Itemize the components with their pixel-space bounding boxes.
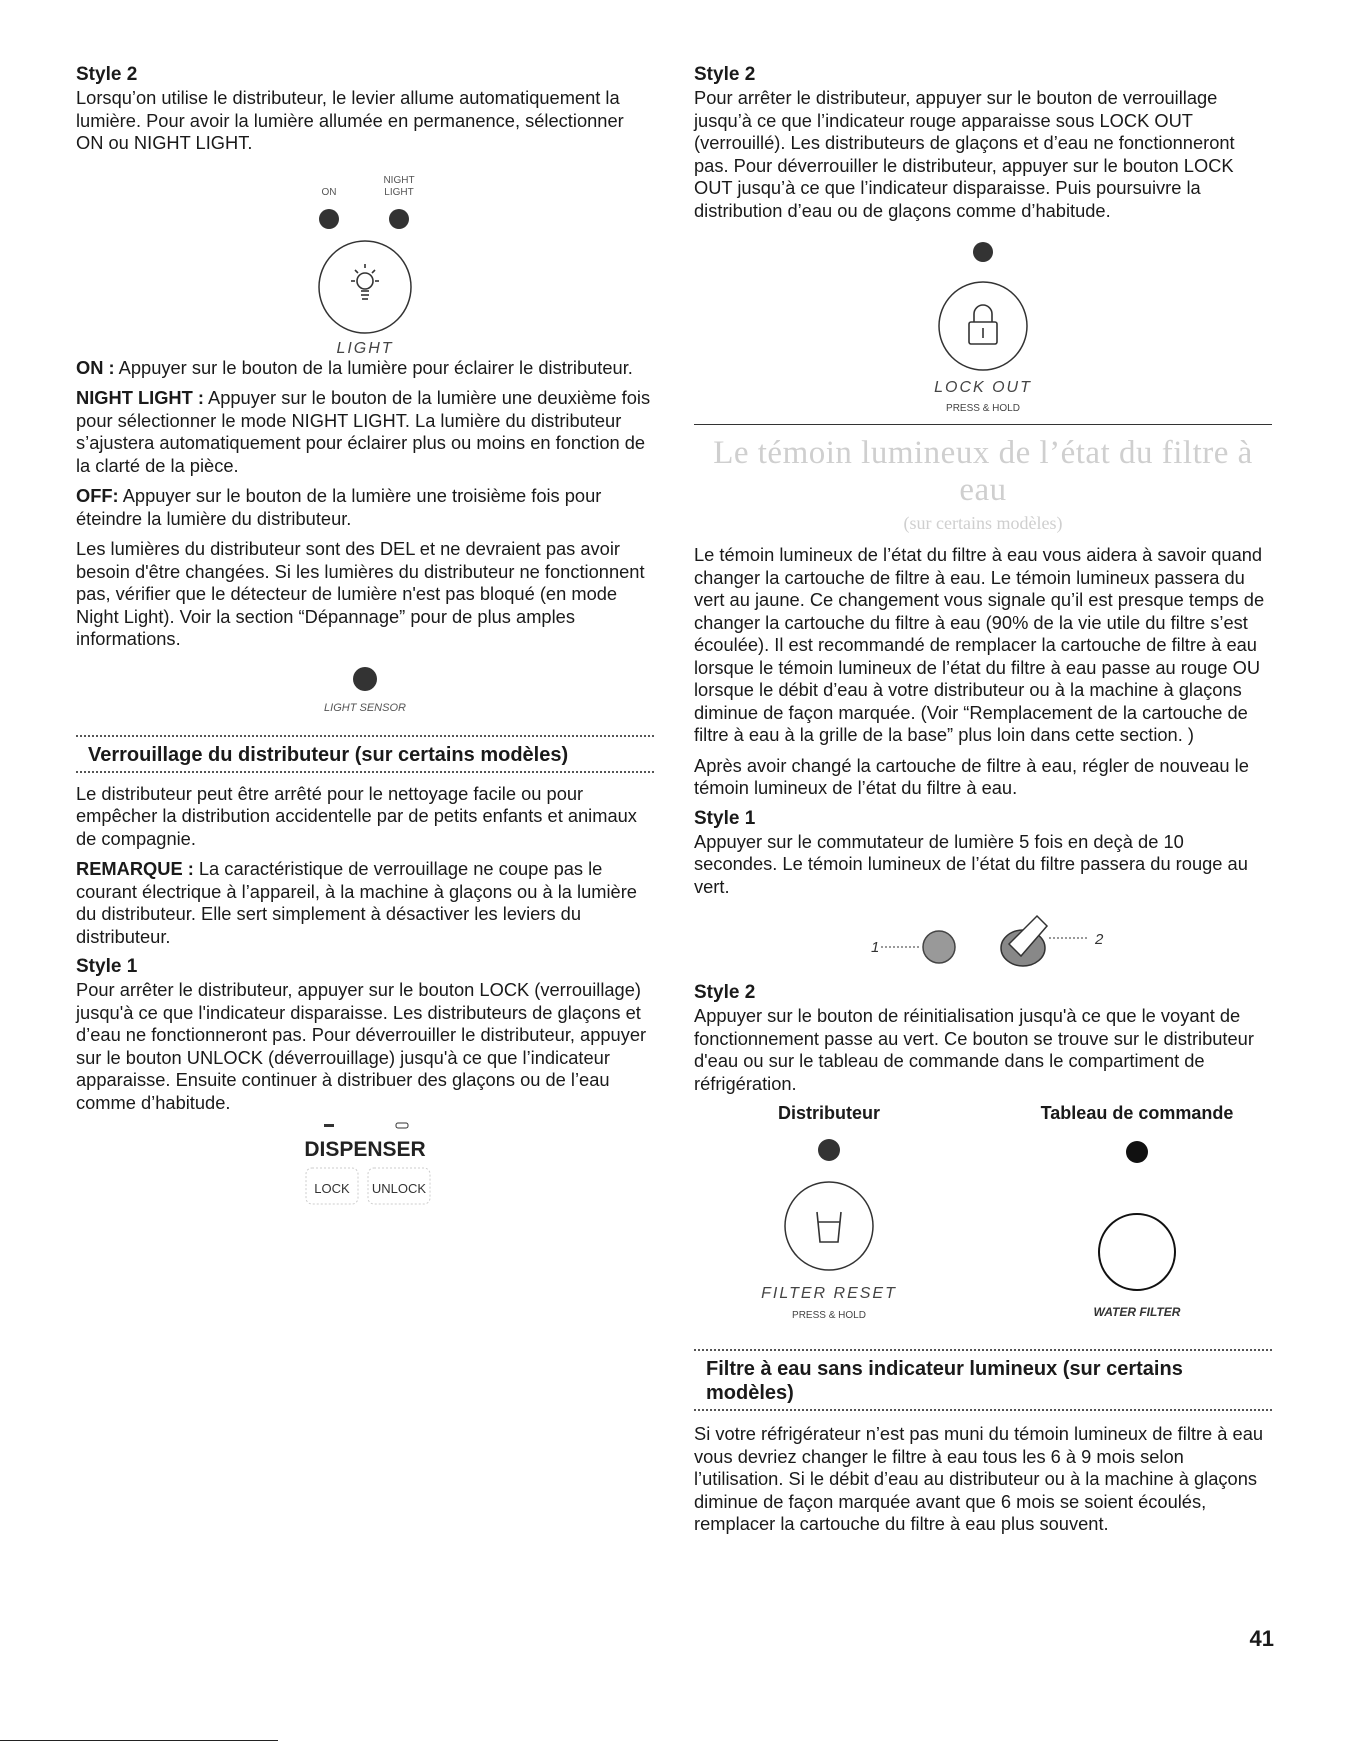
right-column (694, 64, 1272, 1544)
off-text: Appuyer sur le bouton de la lumière une troisième fois pour éteindre la lumière du distributeur. (76, 485, 602, 529)
style1-text: Pour arrêter le distributeur, appuyer sur le bouton LOCK (verrouillage) jusqu'à ce que l'indicateur disparaisse. Les distributeurs de glaçons et d’eau ne fonctionneront pas. Pour déverrouiller le distributeur, appuyer sur le bouton UNLOCK (déverrouillage) jusqu'à ce que l’indicateur apparaisse. Ensuite continuer à distribuer des glaçons ou de l’eau comme d’habitude. (76, 979, 647, 1113)
lock-section-header (76, 735, 654, 773)
r-style2-heading: Style 2 (694, 64, 756, 85)
nolight-section-header (694, 1349, 1272, 1411)
nolight-title: Filtre à eau sans indicateur lumineux (sur certains modèles) (706, 1358, 1183, 1404)
distributeur-column (694, 1103, 964, 1335)
filter-reset-label: FILTER RESET (761, 1285, 897, 1302)
switch-lever-icon (1001, 916, 1047, 966)
lock-indicator (324, 1124, 334, 1127)
off-term: OFF: (76, 485, 119, 506)
lockout-label: LOCK OUT (934, 379, 1032, 396)
night-paragraph (76, 387, 654, 477)
led-paragraph: Les lumières du distributeur sont des DEL et ne devraient pas avoir besoin d'être changées. Si les lumières du distributeur ne fonctionnent pas, vérifier que le détecteur de lumière n'est pas bloqué (en mode Night Light). Voir la section “Dépannage” pour de plus amples informations. (76, 538, 645, 649)
unlock-button-label: UNLOCK (371, 1181, 427, 1196)
lock-section-title: Verrouillage du distributeur (sur certains modèles) (88, 743, 569, 766)
r-style2b-text: Appuyer sur le bouton de réinitialisation jusqu'à ce que le voyant de fonctionnement passe au vert. Ce bouton se trouve sur le distributeur d'eau ou sur le tableau de commande dans le compartiment de réfrigération. (694, 1005, 1254, 1094)
night-text: Appuyer sur le bouton de la lumière une deuxième fois pour sélectionner le mode NIGHT LIGHT. La lumière du distributeur s’ajustera automatiquement pour éclairer plus ou moins en fonction de la clarté de la pièce. (76, 387, 651, 476)
filter-reset-button (785, 1182, 873, 1270)
switch-label-1: 1 (871, 939, 880, 956)
lightbulb-icon (351, 264, 379, 299)
dispenser-title: DISPENSER (304, 1138, 426, 1161)
light-sensor-icon (353, 667, 377, 691)
water-filter-button (1099, 1214, 1175, 1290)
lock-intro: Le distributeur peut être arrêté pour le nettoyage facile ou pour empêcher la distribution accidentelle par de petits enfants et animaux de compagnie. (76, 782, 637, 849)
tableau-column (1002, 1103, 1272, 1335)
left-column (76, 64, 654, 1212)
r-style2-text: Pour arrêter le distributeur, appuyer sur le bouton de verrouillage jusqu’à ce que l’indicateur rouge apparaisse sous LOCK OUT (verrouillé). Les distributeurs de glaçons et d’eau ne fonctionneront pas. Pour déverrouiller le distributeur, appuyer sur le bouton LOCK OUT jusqu’à ce que l’indicateur disparaisse. Puis poursuivre la distribution d’eau ou de glaçons comme d’habitude. (694, 87, 1235, 221)
light-sensor-label: LIGHT SENSOR (324, 701, 406, 714)
remark-term: REMARQUE : (76, 858, 194, 879)
filter-title-block (694, 435, 1272, 534)
filter-divider (694, 424, 1272, 425)
night-term: NIGHT LIGHT : (76, 387, 204, 408)
r-style1-heading: Style 1 (694, 807, 756, 829)
light-switch-icon (923, 931, 955, 963)
padlock-icon (969, 305, 997, 344)
page-number: 41 (1249, 1626, 1274, 1651)
light-sensor-figure (305, 659, 425, 721)
water-filter-indicator-dot (1126, 1141, 1148, 1163)
filter-text: Le témoin lumineux de l’état du filtre à eau vous aidera à savoir quand changer la cartouche de filtre à eau. Le témoin lumineux passera du vert au jaune. Ce changement vous signale qu’il est presque temps de changer la cartouche du filtre à eau (90% de la vie utile du filtre s’est écoulée). Il est recommandé de remplacer la cartouche de filtre à eau lorsque le témoin lumineux de l’état du filtre à eau passe au rouge OU lorsque le débit d’eau à votre distributeur ou à la machine à glaçons diminue de façon marquée. (Voir “Remplacement de la cartouche de filtre à eau à la grille de la base” plus loin dans cette section. ) (694, 544, 1265, 745)
unlock-indicator (396, 1123, 408, 1128)
reset-columns (694, 1103, 1272, 1335)
lockout-figure (913, 230, 1053, 418)
footer-rule (0, 1740, 278, 1741)
light-button (319, 241, 411, 333)
tableau-label: Tableau de commande (1040, 1103, 1234, 1123)
on-indicator-dot (319, 209, 339, 229)
on-term: ON : (76, 356, 115, 378)
distributeur-label: Distributeur (777, 1103, 880, 1123)
reset-indicator-dot (818, 1139, 840, 1161)
style2-heading: Style 2 (76, 64, 138, 85)
on-text: Appuyer sur le bouton de la lumière pour éclairer le distributeur. (114, 356, 633, 378)
night-indicator-dot (389, 209, 409, 229)
lockout-sub: PRESS & HOLD (946, 403, 1020, 414)
nolight-text: Si votre réfrigérateur n’est pas muni du témoin lumineux de filtre à eau vous devriez changer le filtre à eau tous les 6 à 9 mois selon l’utilisation. Si le débit d’eau au distributeur ou à la machine à glaçons diminue de façon marquée avant que 6 mois se soient écoulés, remplacer la cartouche du filtre à eau plus souvent. (694, 1423, 1264, 1534)
on-label: ON (321, 186, 337, 198)
after-text: Après avoir changé la cartouche de filtre à eau, régler de nouveau le témoin lumineux de l’état du filtre à eau. (694, 754, 1249, 798)
style2-text: Lorsqu’on utilise le distributeur, le levier allume automatiquement la lumière. Pour avoir la lumière allumée en permanence, sélectionner ON ou NIGHT LIGHT. (76, 87, 624, 153)
night-label-2: LIGHT (384, 186, 414, 198)
lock-button-label: LOCK (314, 1181, 350, 1196)
water-glass-icon (817, 1212, 841, 1242)
r-style2b-heading: Style 2 (694, 982, 756, 1003)
switch-figure (833, 906, 1133, 982)
off-paragraph (76, 485, 654, 530)
lockout-indicator-dot (973, 242, 993, 262)
switch-label-2: 2 (1095, 931, 1104, 948)
lockout-button (939, 282, 1027, 370)
filter-subtitle: (sur certains modèles) (903, 513, 1063, 533)
remark-paragraph (76, 858, 654, 948)
light-button-figure (285, 157, 445, 357)
style1-heading: Style 1 (76, 956, 138, 977)
night-label-1: NIGHT (383, 174, 415, 186)
on-paragraph (76, 357, 654, 380)
dispenser-lock-figure (280, 1122, 450, 1212)
filter-title: Le témoin lumineux de l’état du filtre à eau (713, 435, 1253, 508)
filter-reset-sub: PRESS & HOLD (792, 1310, 866, 1321)
r-style1-text: Appuyer sur le commutateur de lumière 5 fois en deçà de 10 secondes. Le témoin lumineux de l’état du filtre passera du rouge au vert. (694, 830, 1248, 897)
water-filter-label: WATER FILTER (1093, 1305, 1181, 1319)
light-button-label: LIGHT (336, 339, 394, 357)
remark-text: La caractéristique de verrouillage ne coupe pas le courant électrique à l’appareil, à la machine à glaçons ou à la lumière du distributeur. Elle sert simplement à désactiver les leviers du distributeur. (76, 858, 637, 947)
